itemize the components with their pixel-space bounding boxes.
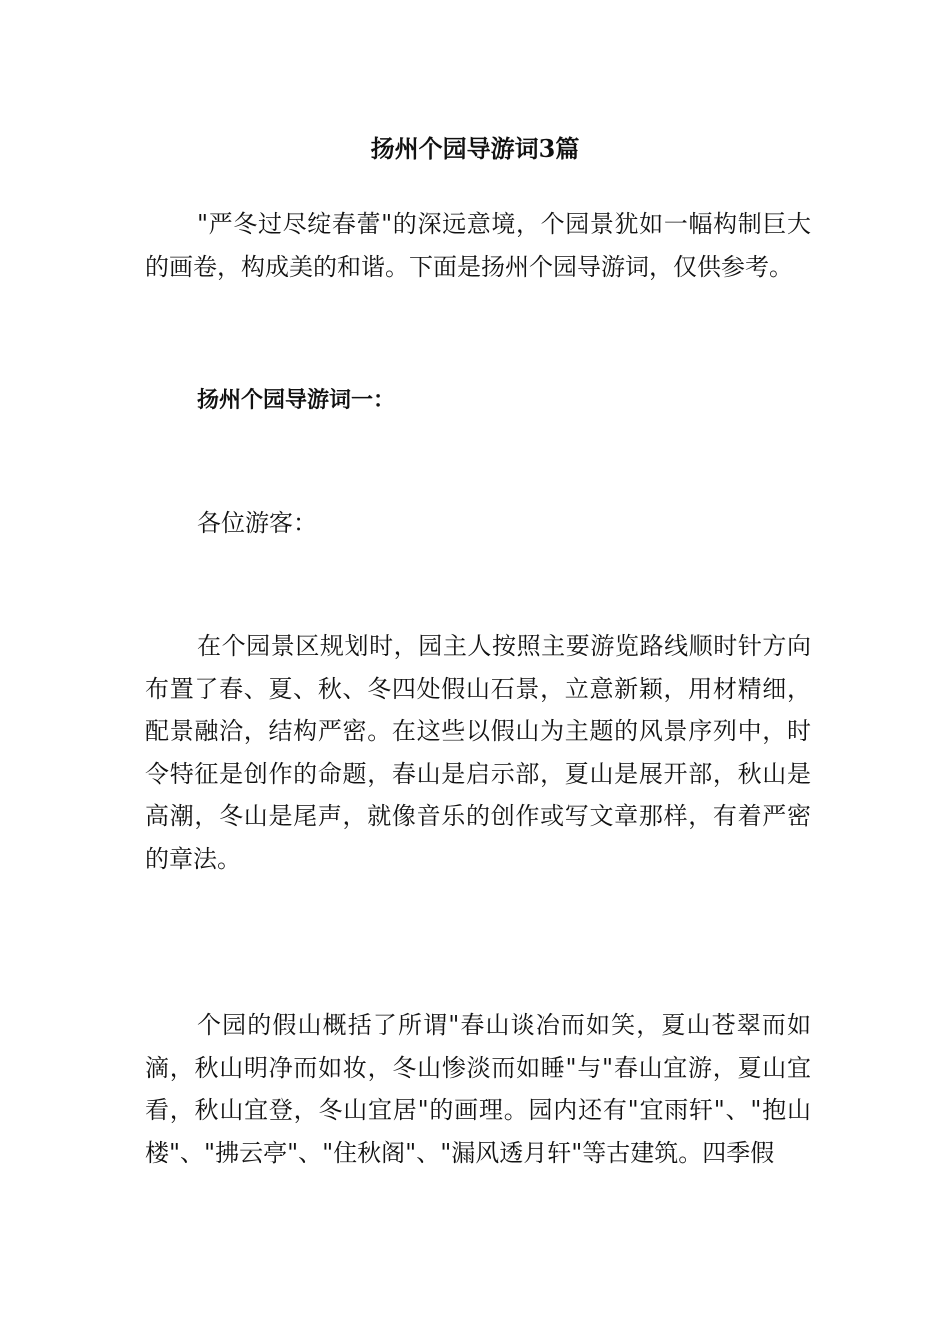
- body-paragraph-2: 个园的假山概括了所谓"春山谈冶而如笑，夏山苍翠而如滴，秋山明净而如妆，冬山惨淡而如睡"与"春山宜游，夏山宜看，秋山宜登，冬山宜居"的画理。园内还有"宜雨轩"、"抱山楼"、"拂云亭"、"住秋阁"、"漏风透月轩"等古建筑。四季假: [145, 1011, 811, 1167]
- intro-paragraph: "严冬过尽绽春蕾"的深远意境，个园景犹如一幅构制巨大的画卷，构成美的和谐。下面是扬州个园导游词，仅供参考。: [145, 210, 811, 281]
- greeting-paragraph: 各位游客：: [197, 509, 317, 537]
- document-title: 扬州个园导游词3篇: [370, 134, 580, 163]
- body-paragraph-1: 在个园景区规划时，园主人按照主要游览路线顺时针方向布置了春、夏、秋、冬四处假山石景，立意新颖，用材精细，配景融洽，结构严密。在这些以假山为主题的风景序列中，时令特征是创作的命题，春山是启示部，夏山是展开部，秋山是高潮，冬山是尾声，就像音乐的创作或写文章那样，有着严密的章法。: [145, 632, 811, 873]
- section-heading: 扬州个园导游词一：: [197, 387, 396, 413]
